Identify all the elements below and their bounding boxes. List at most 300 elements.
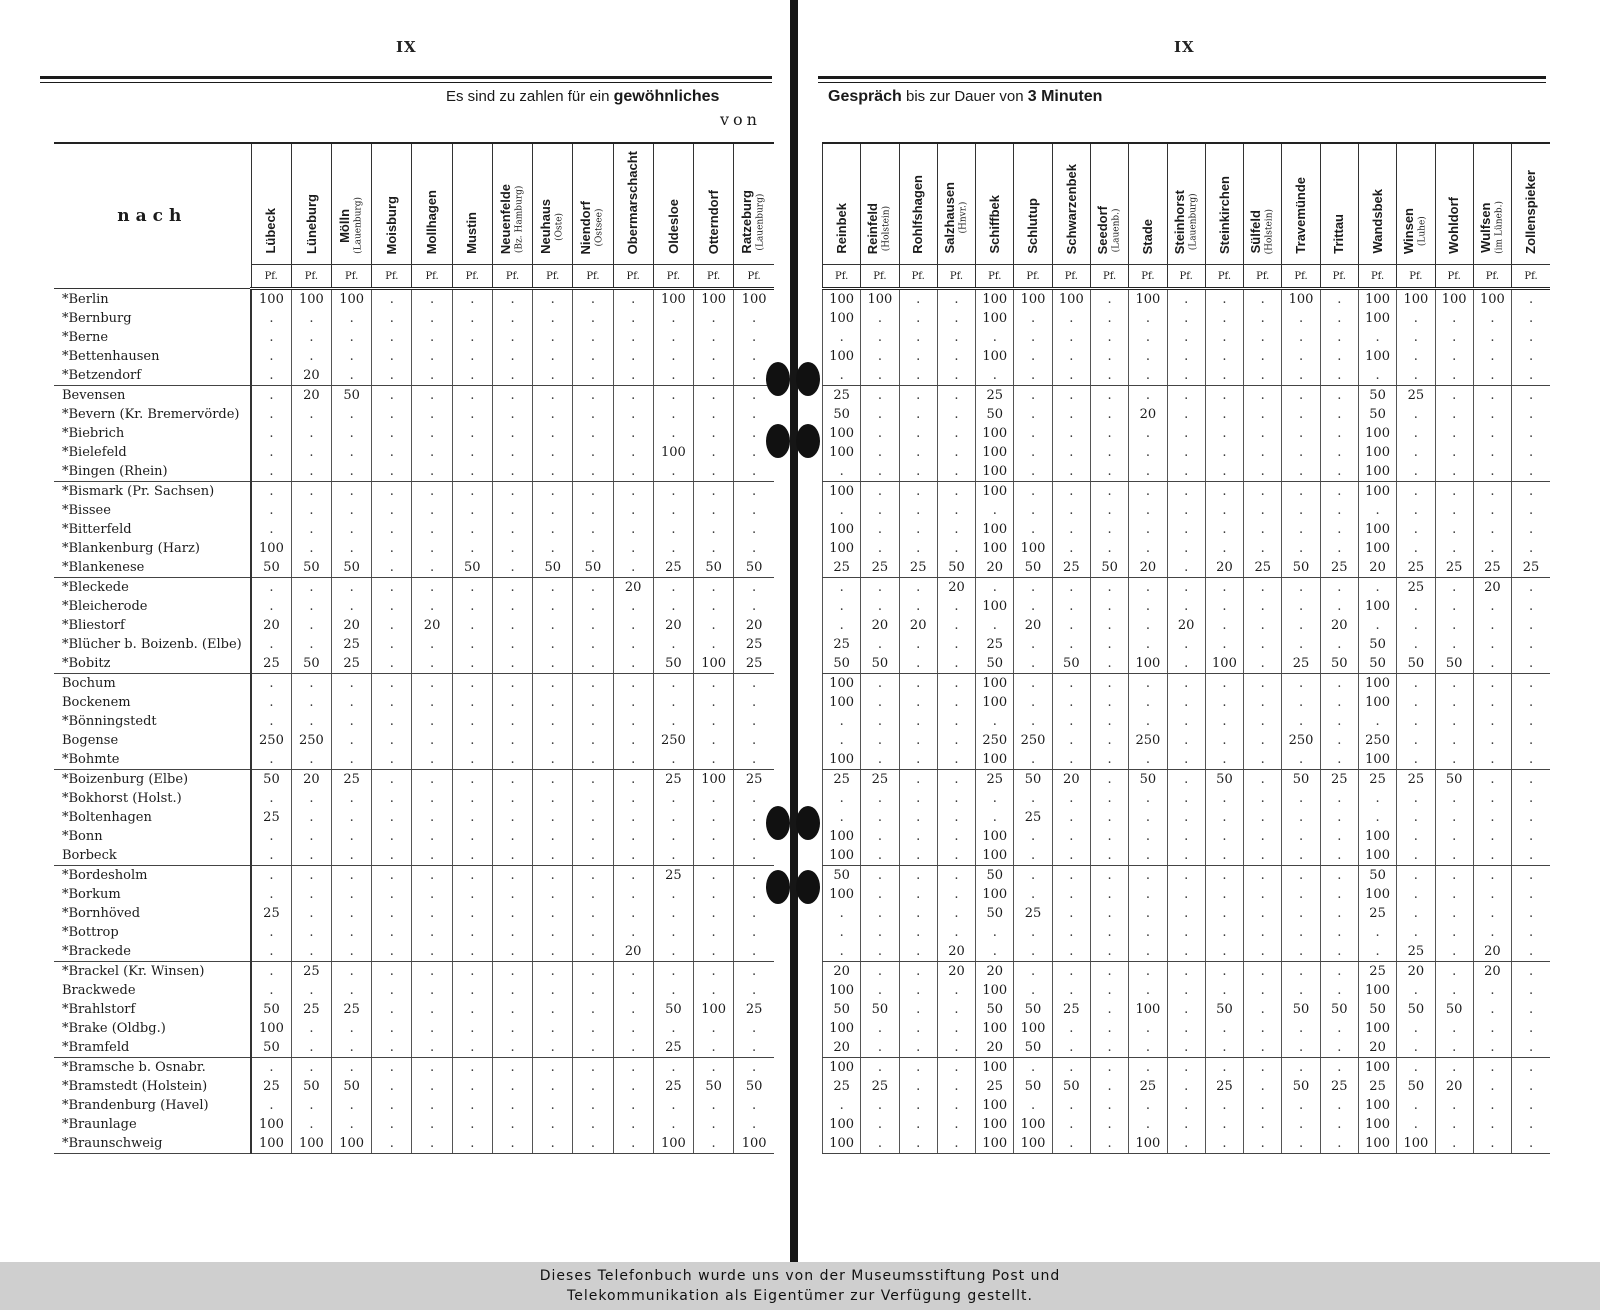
destination-name: *Blankenese bbox=[54, 558, 251, 578]
rate-cell: . bbox=[573, 616, 613, 635]
rate-cell: 50 bbox=[1090, 558, 1128, 578]
rate-cell: . bbox=[251, 1058, 291, 1078]
rate-cell: . bbox=[1473, 885, 1511, 904]
rate-cell: . bbox=[694, 731, 734, 750]
rate-cell: . bbox=[533, 347, 573, 366]
rate-cell: . bbox=[492, 1058, 532, 1078]
rate-cell: . bbox=[1282, 846, 1320, 866]
table-row bbox=[823, 386, 1551, 406]
rate-cell: . bbox=[1282, 923, 1320, 942]
rate-cell: . bbox=[573, 405, 613, 424]
unit-label: Pf. bbox=[533, 265, 573, 289]
rate-cell: . bbox=[492, 482, 532, 502]
unit-label: Pf. bbox=[1167, 265, 1205, 289]
rate-cell: . bbox=[1473, 386, 1511, 406]
rate-cell: 100 bbox=[1014, 1019, 1052, 1038]
rate-cell: . bbox=[1282, 635, 1320, 654]
rate-cell: . bbox=[1052, 1134, 1090, 1154]
rate-cell: 20 bbox=[1014, 616, 1052, 635]
rate-cell: 50 bbox=[823, 866, 861, 886]
rate-cell: . bbox=[492, 309, 532, 328]
column-label bbox=[1173, 190, 1200, 254]
rate-cell: . bbox=[1244, 962, 1282, 982]
archive-footer bbox=[0, 1262, 1600, 1310]
table-row bbox=[54, 539, 774, 558]
rate-cell: . bbox=[1167, 942, 1205, 962]
rate-cell: 50 bbox=[976, 904, 1014, 923]
rate-cell: . bbox=[1435, 386, 1473, 406]
rate-cell: 20 bbox=[613, 578, 653, 598]
rate-cell: . bbox=[613, 558, 653, 578]
table-row bbox=[54, 693, 774, 712]
rate-cell: 100 bbox=[1358, 1096, 1396, 1115]
rate-cell: 100 bbox=[976, 539, 1014, 558]
rate-cell: . bbox=[533, 1134, 573, 1154]
rate-cell: . bbox=[412, 347, 452, 366]
rate-cell: . bbox=[694, 443, 734, 462]
rate-cell: . bbox=[1129, 693, 1167, 712]
rate-cell: . bbox=[372, 520, 412, 539]
rate-cell: 100 bbox=[653, 1134, 693, 1154]
rate-cell: . bbox=[734, 808, 774, 827]
column-header bbox=[332, 143, 372, 265]
column-label bbox=[1332, 214, 1346, 254]
rate-cell: . bbox=[291, 616, 331, 635]
rate-cell: . bbox=[613, 808, 653, 827]
rate-cell: . bbox=[734, 443, 774, 462]
rate-cell: . bbox=[1320, 1019, 1358, 1038]
destination-name: *Bornhöved bbox=[54, 904, 251, 923]
rate-cell: . bbox=[694, 635, 734, 654]
rate-cell: . bbox=[1473, 539, 1511, 558]
rate-cell: 100 bbox=[694, 770, 734, 790]
column-name: Mollhagen bbox=[424, 189, 440, 254]
rate-cell: 25 bbox=[251, 904, 291, 923]
rate-cell: . bbox=[1090, 674, 1128, 694]
rate-cell: . bbox=[823, 712, 861, 731]
table-row bbox=[54, 289, 774, 310]
rate-cell: . bbox=[1282, 750, 1320, 770]
rate-cell: 50 bbox=[976, 1000, 1014, 1019]
rate-cell: . bbox=[1320, 808, 1358, 827]
rate-cell: . bbox=[1244, 1077, 1282, 1096]
rate-cell: . bbox=[1358, 942, 1396, 962]
rate-cell: 50 bbox=[1320, 1000, 1358, 1019]
table-row bbox=[823, 827, 1551, 846]
rate-cell: . bbox=[1167, 923, 1205, 942]
table-row bbox=[54, 1134, 774, 1154]
rate-cell: . bbox=[937, 712, 975, 731]
rate-cell: . bbox=[1512, 482, 1550, 502]
rate-cell: 20 bbox=[291, 366, 331, 386]
rate-cell: . bbox=[372, 558, 412, 578]
table-row bbox=[54, 904, 774, 923]
rate-cell: . bbox=[1397, 366, 1435, 386]
rate-cell: . bbox=[1129, 539, 1167, 558]
rate-cell: . bbox=[452, 482, 492, 502]
rate-cell: . bbox=[412, 520, 452, 539]
rate-cell: . bbox=[653, 885, 693, 904]
rate-cell: 20 bbox=[1473, 942, 1511, 962]
rate-cell: . bbox=[1167, 962, 1205, 982]
column-label bbox=[1065, 164, 1079, 254]
rate-cell: 25 bbox=[1358, 962, 1396, 982]
rate-cell: . bbox=[291, 885, 331, 904]
rate-cell: . bbox=[1129, 712, 1167, 731]
rate-cell: 50 bbox=[823, 405, 861, 424]
unit-label: Pf. bbox=[1473, 265, 1511, 289]
table-row bbox=[54, 962, 774, 982]
unit-label: Pf. bbox=[613, 265, 653, 289]
rate-cell: . bbox=[1205, 597, 1243, 616]
rate-cell: . bbox=[1435, 693, 1473, 712]
rate-cell: . bbox=[613, 366, 653, 386]
column-header bbox=[1397, 143, 1435, 265]
rate-cell: . bbox=[1397, 405, 1435, 424]
rate-cell: . bbox=[1358, 789, 1396, 808]
destination-name: *Berlin bbox=[54, 289, 251, 310]
destination-name: Borbeck bbox=[54, 846, 251, 866]
rate-cell: . bbox=[412, 289, 452, 310]
rate-cell: . bbox=[613, 462, 653, 482]
rate-cell: . bbox=[1014, 846, 1052, 866]
rate-cell: . bbox=[573, 885, 613, 904]
rate-cell: . bbox=[1129, 1096, 1167, 1115]
column-header bbox=[899, 143, 937, 265]
rate-cell: . bbox=[1512, 539, 1550, 558]
table-row bbox=[823, 923, 1551, 942]
rate-cell: . bbox=[734, 827, 774, 846]
rate-cell: . bbox=[1014, 789, 1052, 808]
table-row bbox=[54, 1038, 774, 1058]
column-header bbox=[1358, 143, 1396, 265]
rate-cell: . bbox=[694, 501, 734, 520]
rate-cell: . bbox=[1205, 885, 1243, 904]
rate-cell: 25 bbox=[1397, 770, 1435, 790]
rate-cell: . bbox=[332, 366, 372, 386]
rate-cell: . bbox=[291, 750, 331, 770]
column-label bbox=[1141, 219, 1155, 254]
rate-cell: . bbox=[1244, 693, 1282, 712]
rate-cell: . bbox=[1052, 1019, 1090, 1038]
rate-cell: . bbox=[1358, 923, 1396, 942]
destination-name: *Bismark (Pr. Sachsen) bbox=[54, 482, 251, 502]
rate-cell: . bbox=[452, 808, 492, 827]
rate-cell: . bbox=[1244, 981, 1282, 1000]
table-row bbox=[54, 328, 774, 347]
rate-cell: . bbox=[1052, 885, 1090, 904]
destination-name: *Bramstedt (Holstein) bbox=[54, 1077, 251, 1096]
rate-cell: . bbox=[1512, 366, 1550, 386]
rate-cell: . bbox=[613, 1096, 653, 1115]
rate-cell: . bbox=[899, 654, 937, 674]
rate-cell: . bbox=[1320, 789, 1358, 808]
column-name: Seedorf bbox=[1094, 205, 1110, 254]
rate-cell: 20 bbox=[899, 616, 937, 635]
rate-cell: 100 bbox=[823, 347, 861, 366]
rate-cell: . bbox=[533, 866, 573, 886]
rate-cell: 25 bbox=[1397, 942, 1435, 962]
rate-cell: . bbox=[1397, 520, 1435, 539]
rate-cell: 50 bbox=[976, 654, 1014, 674]
rate-cell: . bbox=[1512, 866, 1550, 886]
rate-cell: . bbox=[1205, 712, 1243, 731]
rate-cell: . bbox=[1282, 616, 1320, 635]
rate-cell: . bbox=[613, 827, 653, 846]
column-label bbox=[943, 182, 970, 254]
rate-cell: 100 bbox=[861, 289, 899, 310]
rate-cell: . bbox=[452, 328, 492, 347]
rate-cell: 50 bbox=[332, 558, 372, 578]
rate-cell: . bbox=[1129, 578, 1167, 598]
rate-cell: . bbox=[1167, 635, 1205, 654]
rate-cell: . bbox=[1397, 750, 1435, 770]
rate-cell: 100 bbox=[1358, 462, 1396, 482]
rate-cell: 250 bbox=[1358, 731, 1396, 750]
rate-cell: . bbox=[1205, 1019, 1243, 1038]
rate-cell: . bbox=[1205, 366, 1243, 386]
rate-cell: . bbox=[653, 366, 693, 386]
rate-cell: . bbox=[1167, 1096, 1205, 1115]
rate-cell: . bbox=[1167, 1019, 1205, 1038]
rate-cell: . bbox=[613, 770, 653, 790]
column-name: Obermarschacht bbox=[625, 150, 641, 254]
rate-cell: . bbox=[1014, 405, 1052, 424]
rate-cell: . bbox=[1090, 654, 1128, 674]
table-row bbox=[54, 942, 774, 962]
rate-cell: . bbox=[937, 386, 975, 406]
rate-cell: . bbox=[1435, 827, 1473, 846]
rate-cell: . bbox=[1205, 693, 1243, 712]
column-name: Salzhausen bbox=[941, 182, 957, 254]
table-row bbox=[823, 962, 1551, 982]
rate-cell: . bbox=[1282, 309, 1320, 328]
rate-cell: . bbox=[251, 981, 291, 1000]
rate-cell: . bbox=[251, 866, 291, 886]
rate-cell: 50 bbox=[1282, 770, 1320, 790]
rate-cell: . bbox=[1244, 674, 1282, 694]
unit-label: Pf. bbox=[1090, 265, 1128, 289]
rate-cell: 100 bbox=[976, 1058, 1014, 1078]
unit-label: Pf. bbox=[899, 265, 937, 289]
rate-cell: . bbox=[1205, 635, 1243, 654]
rate-cell: . bbox=[492, 1000, 532, 1019]
rate-cell: . bbox=[1320, 923, 1358, 942]
rate-cell: . bbox=[1320, 386, 1358, 406]
rate-cell: . bbox=[1320, 1096, 1358, 1115]
rate-cell: . bbox=[1052, 1058, 1090, 1078]
rate-cell: 100 bbox=[976, 347, 1014, 366]
column-label bbox=[1479, 201, 1506, 254]
rate-cell: 50 bbox=[861, 654, 899, 674]
table-row bbox=[54, 443, 774, 462]
column-header bbox=[976, 143, 1014, 265]
rate-cell: 25 bbox=[1282, 654, 1320, 674]
rate-cell: . bbox=[291, 981, 331, 1000]
rate-cell: 100 bbox=[332, 289, 372, 310]
rate-cell: 250 bbox=[291, 731, 331, 750]
rate-cell: . bbox=[1512, 309, 1550, 328]
rate-cell: . bbox=[899, 885, 937, 904]
rate-cell: . bbox=[533, 366, 573, 386]
rate-cell: . bbox=[251, 405, 291, 424]
rate-cell: 50 bbox=[1435, 770, 1473, 790]
rate-cell: . bbox=[492, 386, 532, 406]
rate-cell: . bbox=[1167, 712, 1205, 731]
column-subname: (Oste) bbox=[554, 212, 565, 241]
rate-cell: . bbox=[1167, 1115, 1205, 1134]
rate-cell: . bbox=[861, 462, 899, 482]
rate-cell: . bbox=[291, 578, 331, 598]
rate-cell: 100 bbox=[823, 289, 861, 310]
rate-cell: 100 bbox=[976, 597, 1014, 616]
rate-cell: . bbox=[1397, 885, 1435, 904]
rate-cell: 100 bbox=[1358, 846, 1396, 866]
rate-cell: . bbox=[452, 289, 492, 310]
rate-cell: . bbox=[1014, 597, 1052, 616]
rate-cell: . bbox=[533, 750, 573, 770]
destination-name: *Bottrop bbox=[54, 923, 251, 942]
rate-cell: . bbox=[861, 789, 899, 808]
rate-cell: . bbox=[412, 885, 452, 904]
rate-cell: . bbox=[1435, 808, 1473, 827]
rate-cell: . bbox=[412, 962, 452, 982]
rate-cell: . bbox=[1512, 981, 1550, 1000]
rate-cell: . bbox=[613, 482, 653, 502]
rate-cell: . bbox=[533, 597, 573, 616]
column-name: Moisburg bbox=[384, 195, 400, 254]
rate-cell: . bbox=[734, 328, 774, 347]
destination-name: *Bielefeld bbox=[54, 443, 251, 462]
column-subname: (Ostsee) bbox=[594, 208, 605, 247]
rate-cell: . bbox=[861, 1134, 899, 1154]
column-name: Otterndorf bbox=[705, 189, 721, 254]
rate-cell: . bbox=[613, 654, 653, 674]
rate-cell: . bbox=[1282, 501, 1320, 520]
rate-cell: . bbox=[332, 328, 372, 347]
left-heading bbox=[446, 88, 719, 106]
rate-cell: 25 bbox=[251, 1077, 291, 1096]
rate-cell: 25 bbox=[1244, 558, 1282, 578]
rate-cell: 20 bbox=[1167, 616, 1205, 635]
rate-cell: 25 bbox=[1320, 558, 1358, 578]
rate-cell: . bbox=[492, 693, 532, 712]
rate-cell: . bbox=[1512, 770, 1550, 790]
rate-cell: . bbox=[1167, 981, 1205, 1000]
rate-cell: 100 bbox=[251, 1134, 291, 1154]
rate-cell: 25 bbox=[976, 770, 1014, 790]
column-name: Steinkirchen bbox=[1216, 175, 1232, 254]
rate-cell: 100 bbox=[1358, 309, 1396, 328]
rate-cell: . bbox=[452, 501, 492, 520]
rate-cell: . bbox=[861, 366, 899, 386]
rate-cell: . bbox=[533, 770, 573, 790]
rate-cell: . bbox=[1014, 424, 1052, 443]
rate-cell: 25 bbox=[734, 1000, 774, 1019]
rate-cell: . bbox=[372, 962, 412, 982]
right-rate-table bbox=[822, 142, 1550, 1154]
rate-cell: 25 bbox=[823, 770, 861, 790]
rate-cell: . bbox=[694, 539, 734, 558]
destination-name: *Bohmte bbox=[54, 750, 251, 770]
rate-cell: . bbox=[1473, 520, 1511, 539]
rate-cell: . bbox=[1473, 424, 1511, 443]
rate-cell: . bbox=[937, 289, 975, 310]
rate-cell: . bbox=[937, 866, 975, 886]
rate-cell: . bbox=[861, 309, 899, 328]
rate-cell: . bbox=[1052, 674, 1090, 694]
rate-cell: 25 bbox=[861, 770, 899, 790]
rate-cell: . bbox=[372, 770, 412, 790]
rate-cell: 50 bbox=[1358, 635, 1396, 654]
rate-cell: 100 bbox=[1205, 654, 1243, 674]
rate-cell: . bbox=[1282, 366, 1320, 386]
rate-cell: . bbox=[372, 885, 412, 904]
rate-cell: . bbox=[1167, 405, 1205, 424]
rate-cell: . bbox=[412, 923, 452, 942]
column-header bbox=[1052, 143, 1090, 265]
rate-cell: . bbox=[1014, 962, 1052, 982]
rate-cell: . bbox=[1090, 347, 1128, 366]
rate-cell: . bbox=[291, 597, 331, 616]
rate-cell: . bbox=[1282, 424, 1320, 443]
rate-cell: 100 bbox=[976, 1019, 1014, 1038]
rate-cell: . bbox=[1090, 482, 1128, 502]
rate-cell: . bbox=[1052, 981, 1090, 1000]
rate-cell: . bbox=[613, 443, 653, 462]
rate-cell: . bbox=[1397, 808, 1435, 827]
rate-cell: . bbox=[1435, 731, 1473, 750]
rate-cell: 250 bbox=[1282, 731, 1320, 750]
table-row bbox=[823, 750, 1551, 770]
rate-cell: . bbox=[1320, 942, 1358, 962]
rate-cell: . bbox=[613, 1115, 653, 1134]
rate-cell: 100 bbox=[976, 1096, 1014, 1115]
destination-name: *Bonn bbox=[54, 827, 251, 846]
rate-cell: 100 bbox=[1358, 424, 1396, 443]
rate-cell: . bbox=[1320, 347, 1358, 366]
table-row bbox=[823, 1115, 1551, 1134]
rate-cell: . bbox=[1052, 1038, 1090, 1058]
rate-cell: . bbox=[1435, 405, 1473, 424]
table-row bbox=[823, 693, 1551, 712]
rate-cell: . bbox=[452, 424, 492, 443]
rate-cell: . bbox=[452, 1038, 492, 1058]
column-name: Reinbek bbox=[833, 203, 849, 254]
rate-cell: . bbox=[1244, 347, 1282, 366]
rate-cell: . bbox=[861, 501, 899, 520]
column-header bbox=[937, 143, 975, 265]
rate-cell: . bbox=[694, 616, 734, 635]
rate-cell: . bbox=[694, 1038, 734, 1058]
rate-cell: . bbox=[1014, 578, 1052, 598]
rate-cell: . bbox=[1244, 597, 1282, 616]
rate-cell: . bbox=[452, 674, 492, 694]
rate-cell: . bbox=[573, 827, 613, 846]
right-top-rule-thin bbox=[818, 82, 1546, 83]
rate-cell: . bbox=[1397, 501, 1435, 520]
rate-cell: . bbox=[1167, 1000, 1205, 1019]
rate-cell: . bbox=[1052, 366, 1090, 386]
rate-cell: . bbox=[452, 731, 492, 750]
rate-cell: 100 bbox=[976, 674, 1014, 694]
rate-cell: . bbox=[1167, 789, 1205, 808]
rate-cell: . bbox=[1052, 923, 1090, 942]
rate-cell: . bbox=[412, 750, 452, 770]
rate-cell: . bbox=[1473, 923, 1511, 942]
rate-cell: . bbox=[452, 405, 492, 424]
rate-cell: . bbox=[332, 424, 372, 443]
